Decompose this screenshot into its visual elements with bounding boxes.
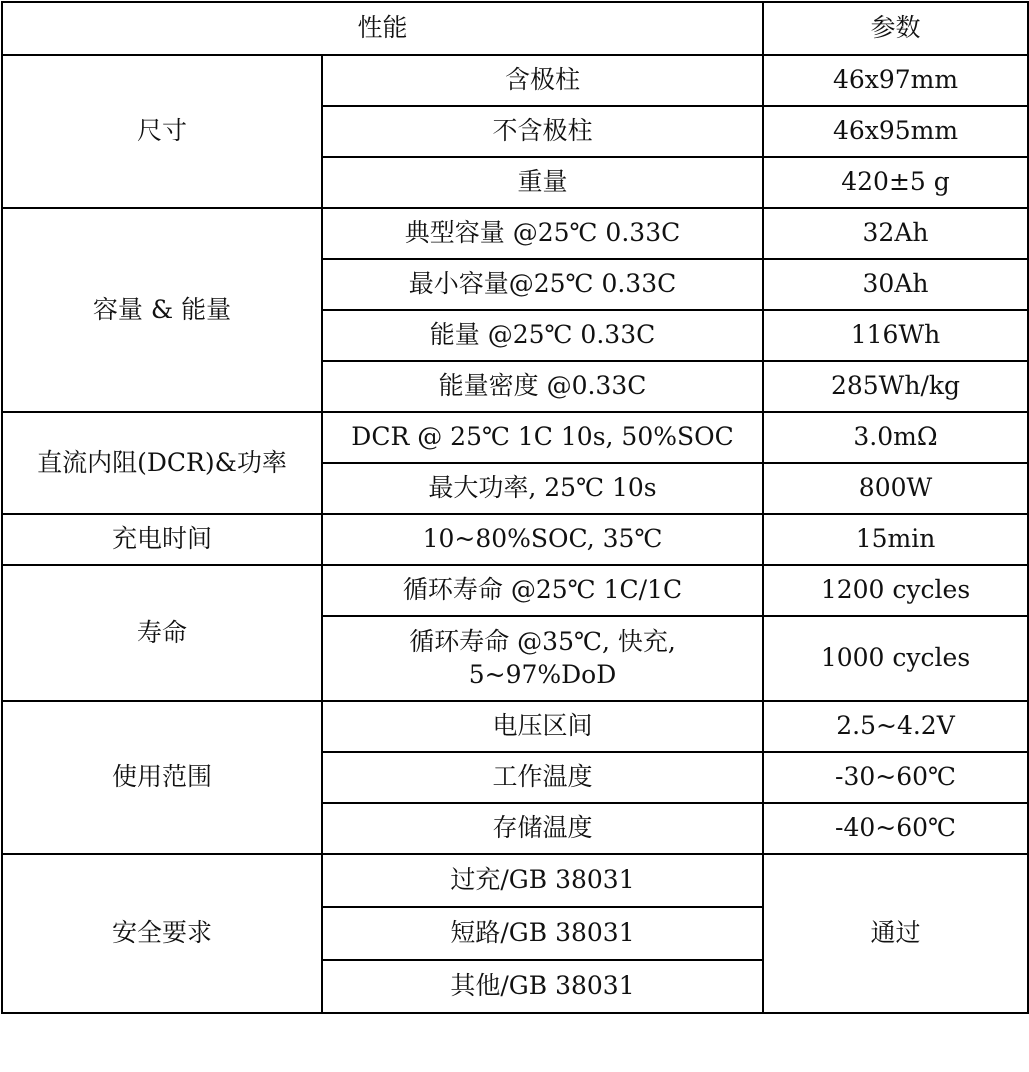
value-cell: 285Wh/kg bbox=[763, 361, 1028, 412]
header-row bbox=[2, 2, 1028, 55]
table-row bbox=[2, 565, 1028, 616]
item-cell: 存储温度 bbox=[322, 803, 763, 854]
value-cell: 116Wh bbox=[763, 310, 1028, 361]
value-cell: 32Ah bbox=[763, 208, 1028, 259]
value-cell: 2.5~4.2V bbox=[763, 701, 1028, 752]
value-cell: -30~60℃ bbox=[763, 752, 1028, 803]
header-performance: 性能 bbox=[2, 2, 763, 55]
value-cell: 46x97mm bbox=[763, 55, 1028, 106]
table-row bbox=[2, 412, 1028, 463]
value-cell: 46x95mm bbox=[763, 106, 1028, 157]
table-row bbox=[2, 208, 1028, 259]
table-row bbox=[2, 701, 1028, 752]
item-cell: 循环寿命 @25℃ 1C/1C bbox=[322, 565, 763, 616]
value-cell: 1200 cycles bbox=[763, 565, 1028, 616]
item-cell: 能量 @25℃ 0.33C bbox=[322, 310, 763, 361]
item-cell: 10~80%SOC, 35℃ bbox=[322, 514, 763, 565]
table-row bbox=[2, 514, 1028, 565]
group-label-size: 尺寸 bbox=[2, 55, 322, 208]
item-cell: 典型容量 @25℃ 0.33C bbox=[322, 208, 763, 259]
item-cell: 含极柱 bbox=[322, 55, 763, 106]
item-cell: 最小容量@25℃ 0.33C bbox=[322, 259, 763, 310]
item-cell: 工作温度 bbox=[322, 752, 763, 803]
header-parameter: 参数 bbox=[763, 2, 1028, 55]
value-cell: 800W bbox=[763, 463, 1028, 514]
group-label-usage: 使用范围 bbox=[2, 701, 322, 854]
item-cell: DCR @ 25℃ 1C 10s, 50%SOC bbox=[322, 412, 763, 463]
value-cell: 通过 bbox=[763, 854, 1028, 1013]
item-cell bbox=[322, 616, 763, 701]
group-label-life: 寿命 bbox=[2, 565, 322, 701]
group-label-dcr: 直流内阻(DCR)&功率 bbox=[2, 412, 322, 514]
value-cell: 3.0mΩ bbox=[763, 412, 1028, 463]
value-cell: 30Ah bbox=[763, 259, 1028, 310]
group-label-safety: 安全要求 bbox=[2, 854, 322, 1013]
value-cell: -40~60℃ bbox=[763, 803, 1028, 854]
value-cell: 420±5 g bbox=[763, 157, 1028, 208]
item-line: 循环寿命 @35℃, 快充, bbox=[409, 627, 676, 656]
item-cell: 其他/GB 38031 bbox=[322, 960, 763, 1013]
item-cell: 过充/GB 38031 bbox=[322, 854, 763, 907]
item-cell: 短路/GB 38031 bbox=[322, 907, 763, 960]
group-label-charge: 充电时间 bbox=[2, 514, 322, 565]
value-cell: 15min bbox=[763, 514, 1028, 565]
value-cell: 1000 cycles bbox=[763, 616, 1028, 701]
item-cell: 最大功率, 25℃ 10s bbox=[322, 463, 763, 514]
item-cell: 重量 bbox=[322, 157, 763, 208]
item-cell: 不含极柱 bbox=[322, 106, 763, 157]
spec-table bbox=[1, 1, 1029, 1014]
item-cell: 电压区间 bbox=[322, 701, 763, 752]
table-row bbox=[2, 55, 1028, 106]
group-label-capacity: 容量 & 能量 bbox=[2, 208, 322, 412]
item-cell: 能量密度 @0.33C bbox=[322, 361, 763, 412]
item-line: 5~97%DoD bbox=[468, 659, 617, 689]
table-row bbox=[2, 854, 1028, 907]
